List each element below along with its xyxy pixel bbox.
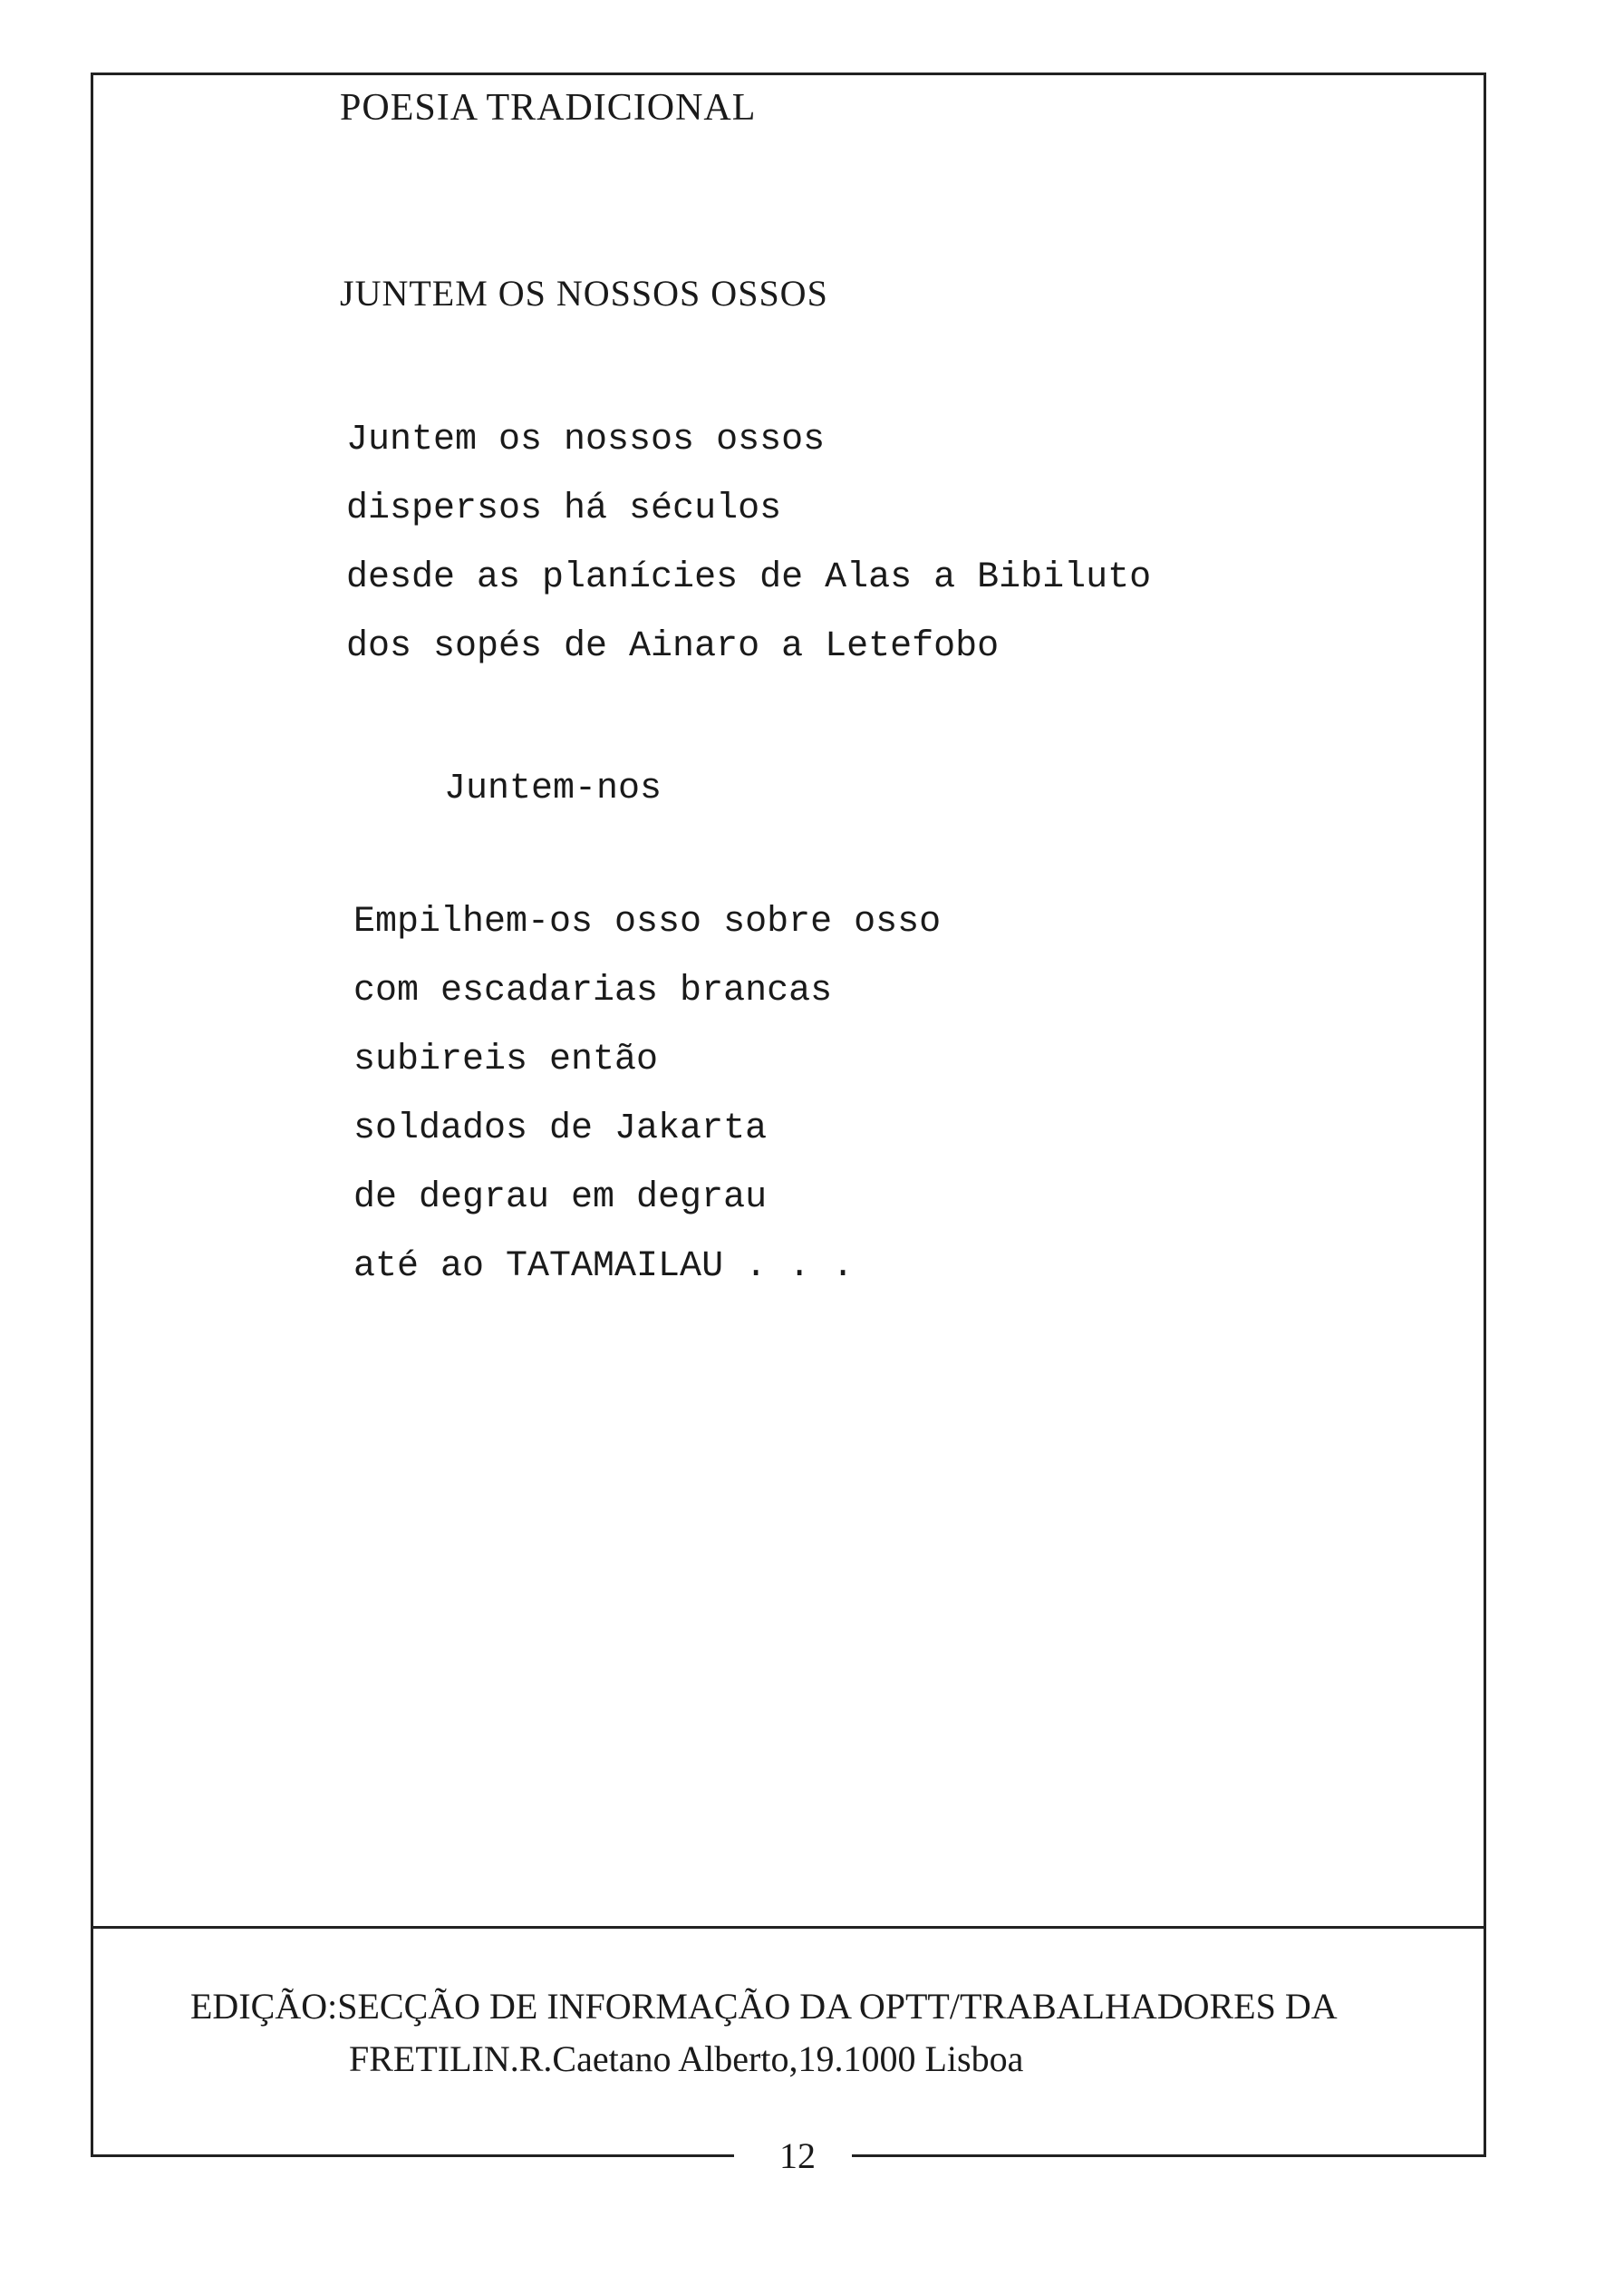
poem-line: até ao TATAMAILAU . . .	[353, 1246, 855, 1287]
edition-footer	[190, 1980, 1338, 2086]
section-title: POESIA TRADICIONAL	[340, 87, 757, 129]
stanza-2	[353, 888, 941, 1302]
poem-line: de degrau em degrau	[353, 1177, 768, 1218]
poem-line: desde as planícies de Alas a Bibiluto	[346, 557, 1152, 598]
footer-divider	[91, 1926, 1486, 1929]
poem-line: com escadarias brancas	[353, 971, 833, 1011]
poem-line: subireis então	[353, 1040, 659, 1080]
poem-line: dispersos há séculos	[346, 489, 782, 529]
stanza-1	[346, 406, 1151, 682]
poem-title: JUNTEM OS NOSSOS OSSOS	[340, 273, 828, 314]
poem-refrain: Juntem-nos	[444, 769, 662, 809]
page-number: 12	[779, 2135, 816, 2176]
poem-line: Empilhem-os osso sobre osso	[353, 902, 942, 943]
poem-line: Juntem os nossos ossos	[346, 420, 826, 460]
edition-footer-line-2: FRETILIN.R.Caetano Alberto,19.1000 Lisboa	[349, 2038, 1024, 2079]
poem-line: soldados de Jakarta	[353, 1108, 768, 1149]
edition-footer-line-1: EDIÇÃO:SECÇÃO DE INFORMAÇÃO DA OPTT/TRABALHADORES DA	[190, 1986, 1338, 2027]
poem-line: dos sopés de Ainaro a Letefobo	[346, 626, 1000, 667]
